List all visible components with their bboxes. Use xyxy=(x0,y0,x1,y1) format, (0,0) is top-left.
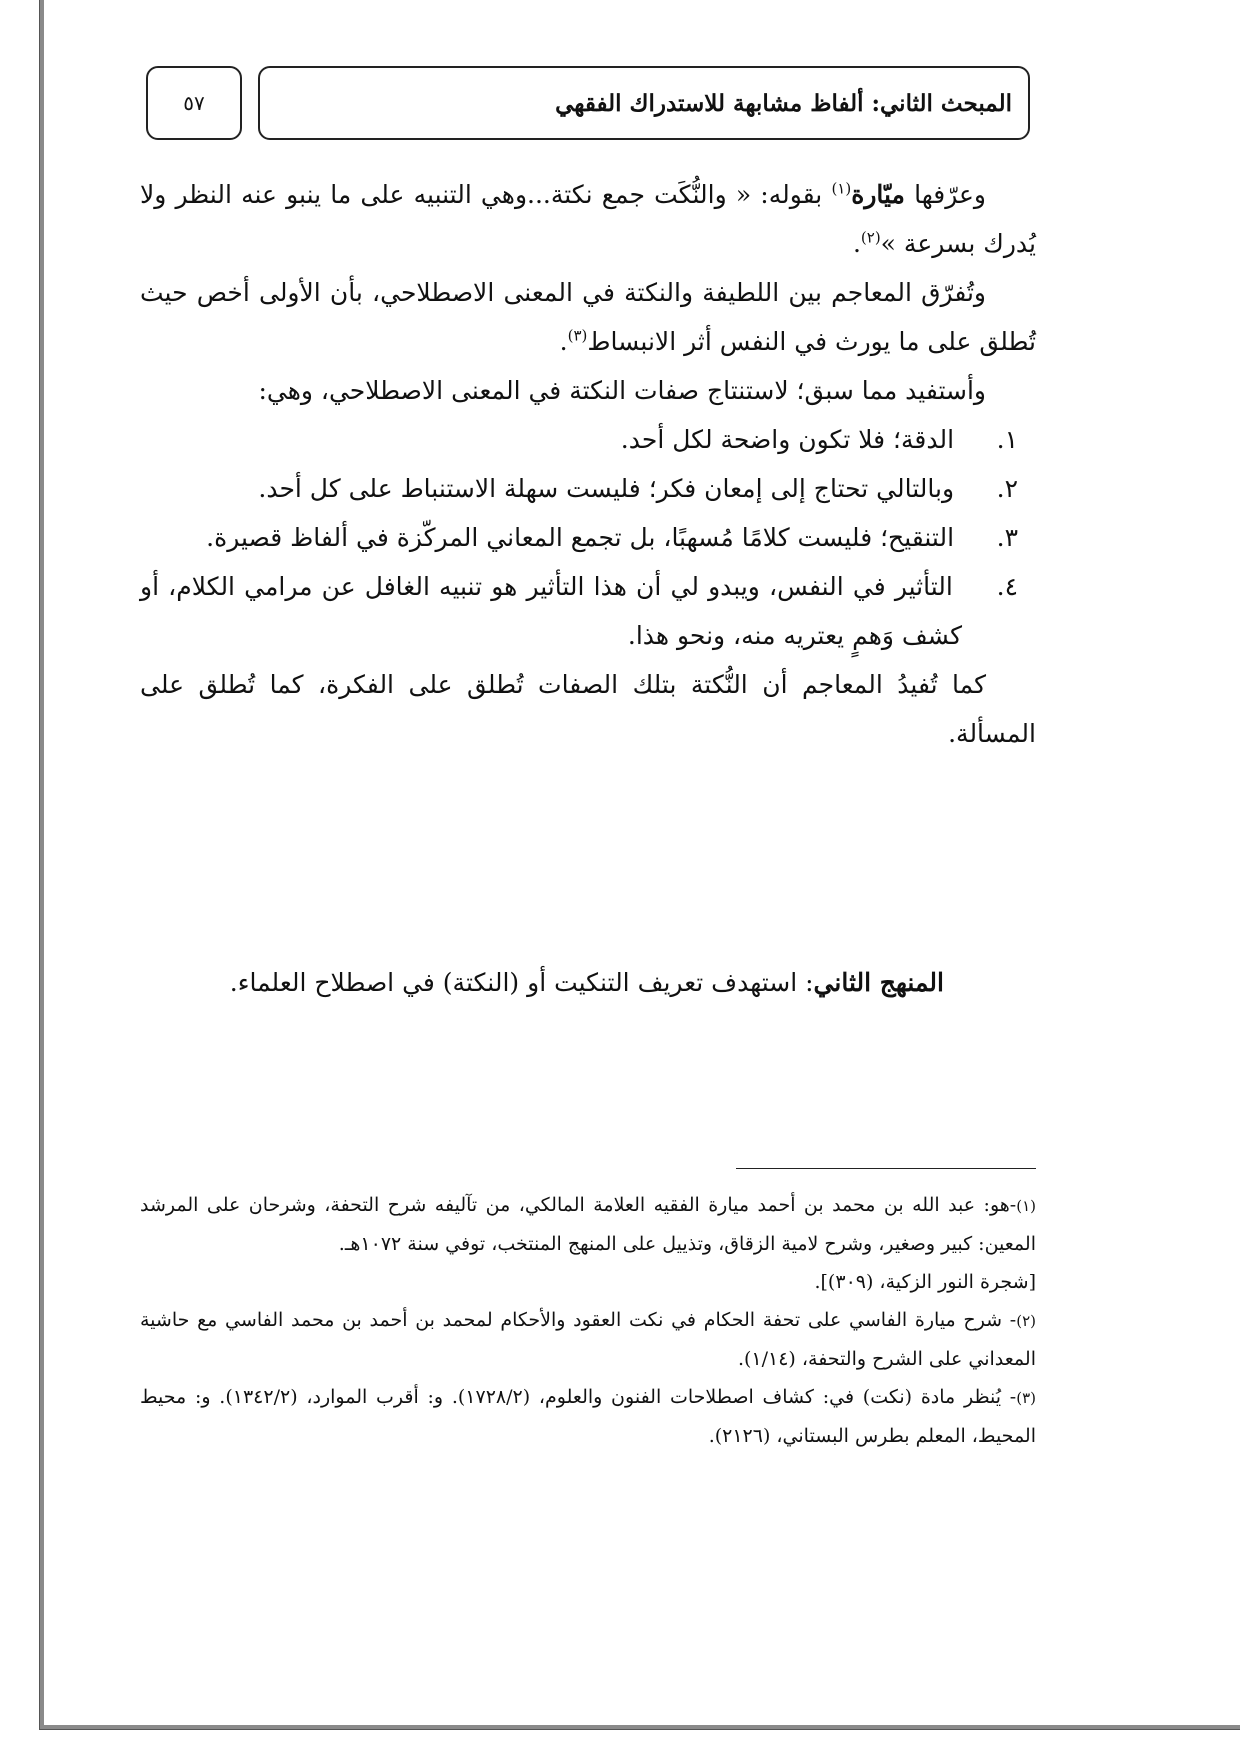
p3-text: وأستفيد مما سبق؛ لاستنتاج صفات النكتة في المعنى الاصطلاحي، وهي: xyxy=(258,376,986,405)
footnote-1-text: -هو: عبد الله بن محمد بن أحمد ميارة الفقيه العلامة المالكي، من تآليفه شرح التحفة، وشرحان على المرشد المعين: كبير وصغير، وشرح لامية الزقاق، وتذييل على المنهج المنتخب، توفي سنة ١٠٧٢هـ. xyxy=(140,1194,1036,1255)
footnote-ref-3[interactable]: (٣) xyxy=(567,326,588,345)
section-label: المنهج الثاني xyxy=(813,968,944,997)
p2-text: وتُفرّق المعاجم بين اللطيفة والنكتة في المعنى الاصطلاحي، بأن الأولى أخص حيث تُطلق على ما يورث في النفس أثر الانبساط xyxy=(140,278,1036,356)
p1-pre: وعرّفها xyxy=(904,180,986,209)
footnote-ref-2[interactable]: (٢) xyxy=(860,228,881,247)
footnote-number: (٢) xyxy=(1016,1312,1036,1330)
p1-post: بقوله: « والنُّكَت جمع نكتة...وهي التنبيه على ما ينبو عنه النظر ولا يُدرك بسرعة » xyxy=(140,180,1036,258)
section-text: : استهدف تعريف التنكيت أو (النكتة) في اصطلاح العلماء. xyxy=(229,968,814,997)
page-number-box xyxy=(146,66,242,140)
footnote-2 xyxy=(140,1301,1036,1378)
header-title: المبحث الثاني: ألفاظ مشابهة للاستدراك الفقهي xyxy=(555,89,1012,117)
footnote-ref-1[interactable]: (١) xyxy=(831,179,852,198)
footnote-number: (١) xyxy=(1016,1197,1036,1215)
paragraph-1 xyxy=(140,170,1036,268)
footnote-number: (٣) xyxy=(1016,1389,1036,1407)
p1-bold-name: ميّارة xyxy=(851,180,905,209)
list-text: الدقة؛ فلا تكون واضحة لكل أحد. xyxy=(620,425,955,454)
list-text: التنقيح؛ فليست كلامًا مُسهبًا، بل تجمع المعاني المركّزة في ألفاظ قصيرة. xyxy=(206,523,955,552)
footnote-divider xyxy=(736,1168,1036,1169)
list-text: وبالتالي تحتاج إلى إمعان فكر؛ فليست سهلة الاستنباط على كل أحد. xyxy=(258,474,955,503)
footnote-3 xyxy=(140,1378,1036,1455)
list-number: ٤. xyxy=(996,572,1018,601)
paragraph-4 xyxy=(140,660,1036,758)
paragraph-3 xyxy=(140,366,1036,415)
footnote-1-ref: [شجرة النور الزكية، (٣٠٩)]. xyxy=(814,1271,1036,1293)
p1-end: . xyxy=(852,229,861,258)
list-item xyxy=(140,464,1036,513)
list-item xyxy=(140,513,1036,562)
running-header xyxy=(258,66,1030,140)
footnotes xyxy=(140,1186,1036,1455)
footnote-3-text: - يُنظر مادة (نكت) في: كشاف اصطلاحات الفنون والعلوم، (١٧٢٨/٢). و: أقرب الموارد، (١٣٤٢/٢). و: محيط المحيط، المعلم بطرس البستاني، (٢١٢٦). xyxy=(140,1386,1036,1447)
list-item xyxy=(140,415,1036,464)
footnote-2-text: - شرح ميارة الفاسي على تحفة الحكام في نكت العقود والأحكام لمحمد بن أحمد بن محمد الفاسي مع حاشية المعداني على الشرح والتحفة، (١/١٤). xyxy=(140,1309,1036,1370)
list-text: التأثير في النفس، ويبدو لي أن هذا التأثير هو تنبيه الغافل عن مرامي الكلام، أو كشف وَهمٍ يعتريه منه، ونحو هذا. xyxy=(140,572,962,650)
body-text xyxy=(140,170,1036,758)
paragraph-2 xyxy=(140,268,1036,366)
section-heading xyxy=(140,968,1036,997)
list-item xyxy=(140,562,1036,660)
page-number: ٥٧ xyxy=(183,91,205,115)
p2-end: . xyxy=(559,327,568,356)
list-number: ٣. xyxy=(996,523,1018,552)
list-number: ١. xyxy=(996,425,1018,454)
footnote-1 xyxy=(140,1186,1036,1263)
list-number: ٢. xyxy=(996,474,1018,503)
p4-text: كما تُفيدُ المعاجم أن النُّكتة بتلك الصفات تُطلق على الفكرة، كما تُطلق على المسألة. xyxy=(140,670,1036,748)
